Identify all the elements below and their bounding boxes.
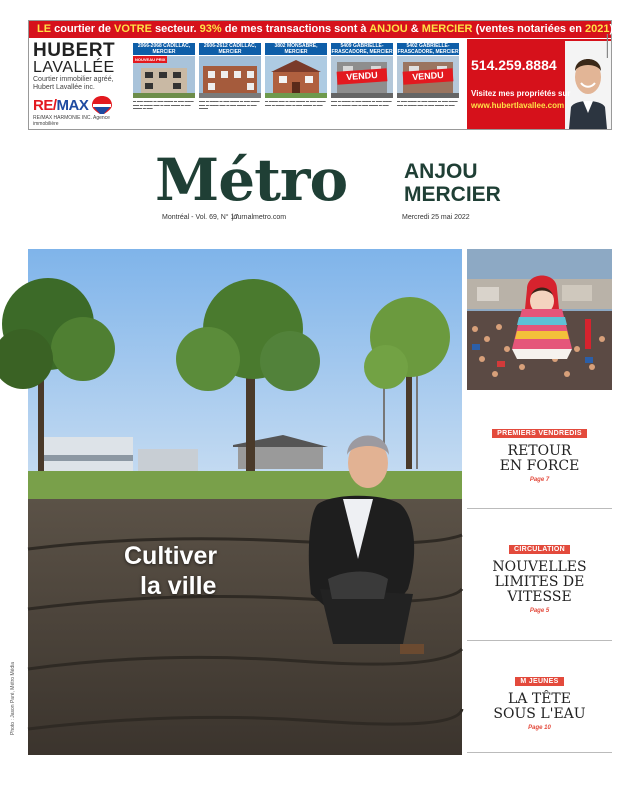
property-tile-3[interactable]: 3802 MONSABRÉ, MERCIER ▬ ▬▬▬ ▬▬ ▬ ▬▬ ▬▬▬ ▬ ▬▬ ▬▬▬ ▬▬ ▬ ▬▬▬ ▬▬ ▬ ▬▬ ▬▬▬ ▬ ▬▬ (265, 43, 326, 107)
story-page-ref: Page 5 (529, 608, 550, 614)
main-headline-line2[interactable]: la ville (140, 572, 217, 600)
section-divider (467, 752, 612, 753)
sold-badge: VENDU (403, 68, 454, 84)
story-teaser-3[interactable] (467, 670, 612, 731)
story-teaser-1[interactable] (467, 422, 612, 483)
website-url[interactable]: journalmetro.com (232, 214, 287, 221)
real-estate-advertisement[interactable] (28, 20, 612, 130)
agent-last-name: LAVALLÉE (33, 59, 115, 76)
remax-logo: RE/MAX (33, 96, 89, 114)
volume-info: Montréal - Vol. 69, N° 17 (162, 214, 239, 221)
edition-name-line1: ANJOU (404, 160, 478, 183)
ad-contact-block[interactable] (467, 39, 611, 129)
ad-phone-number[interactable]: 514.259.8884 (471, 57, 557, 73)
story-teaser-2[interactable] (467, 538, 612, 614)
story-headline[interactable]: NOUVELLES LIMITES DE VITESSE (492, 559, 587, 605)
agent-first-name: HUBERT (33, 40, 116, 61)
side-code: ▬▬▬▬▬▬ (604, 34, 609, 58)
story-headline[interactable]: RETOUR EN FORCE (499, 443, 580, 474)
photo-credit: Photo : Jason Paré, Métro Média (10, 661, 16, 735)
property-photo (331, 56, 393, 98)
main-headline-line1[interactable]: Cultiver (124, 542, 218, 570)
edition-name-line2: MERCIER (404, 183, 501, 206)
ad-visit-text: Visitez mes propriétés sur (471, 89, 571, 98)
story-headline[interactable]: LA TÊTE SOUS L'EAU (493, 691, 586, 722)
remax-balloon-icon (91, 95, 113, 115)
story-page-ref: Page 10 (528, 725, 551, 731)
agency-name: RE/MAX HARMONIE INC. Agence immobilière (33, 115, 110, 127)
story-kicker: M JEUNES (515, 677, 563, 686)
agent-company: Hubert Lavallée inc. (33, 84, 95, 91)
issue-date: Mercredi 25 mai 2022 (402, 214, 470, 221)
ad-agent-block (33, 41, 129, 127)
property-photo (199, 56, 261, 98)
section-divider (467, 640, 612, 641)
ad-headline-banner: LE courtier de VOTRE secteur. 93% de mes transactions sont à ANJOU & MERCIER (ventes notariées en 2021) (29, 21, 611, 38)
property-tile-2[interactable]: 2606-2612 CADILLAC, MERCIER ▬▬ ▬ ▬▬▬ ▬ ▬▬ ▬▬▬ ▬ ▬▬ ▬▬▬ ▬▬ ▬ ▬▬▬ ▬▬ ▬ ▬▬ ▬▬▬ ▬ ▬▬ ▬▬▬ (199, 43, 260, 111)
property-tile-5[interactable]: 5402 GABRIELLE-FRASCADORE, MERCIER VENDU ▬ ▬▬ ▬▬▬ ▬ ▬▬ ▬▬▬ ▬ ▬▬ ▬▬▬ ▬▬ ▬ ▬▬▬ ▬▬ ▬ ▬▬ ▬▬▬ ▬ ▬▬ (397, 43, 459, 107)
section-divider (467, 508, 612, 509)
new-price-badge: NOUVEAU PRIX (135, 57, 166, 62)
agent-role: Courtier immobilier agréé, (33, 76, 114, 83)
property-tile-4[interactable]: 5409 GABRIELLE-FRASCADORE, MERCIER VENDU ▬▬ ▬ ▬▬▬ ▬ ▬▬ ▬▬▬ ▬ ▬▬ ▬▬▬ ▬▬ ▬ ▬▬▬ ▬▬ ▬ ▬▬ ▬▬▬ ▬ ▬▬ (331, 43, 393, 107)
story-page-ref: Page 7 (529, 477, 550, 483)
property-photo (397, 56, 459, 98)
festival-photo[interactable] (467, 249, 612, 390)
main-story-photo[interactable] (28, 249, 462, 755)
newspaper-logo[interactable]: Métro (155, 146, 348, 214)
sold-badge: VENDU (337, 68, 388, 84)
property-photo (133, 56, 195, 98)
property-tile-1[interactable]: 2066-2068 CADILLAC, MERCIER NOUVEAU PRIX ▬ ▬▬ ▬▬▬ ▬ ▬▬ ▬▬▬ ▬ ▬▬ ▬▬▬ ▬▬ ▬ ▬▬▬ ▬▬ ▬ ▬▬ ▬▬▬ ▬ ▬▬ ▬▬▬ ▬ ▬▬ (133, 43, 194, 111)
story-kicker: CIRCULATION (509, 545, 570, 554)
property-photo (265, 56, 327, 98)
story-kicker: PREMIERS VENDREDIS (492, 429, 587, 438)
ad-website-link[interactable]: www.hubertlavallee.com (471, 101, 565, 110)
